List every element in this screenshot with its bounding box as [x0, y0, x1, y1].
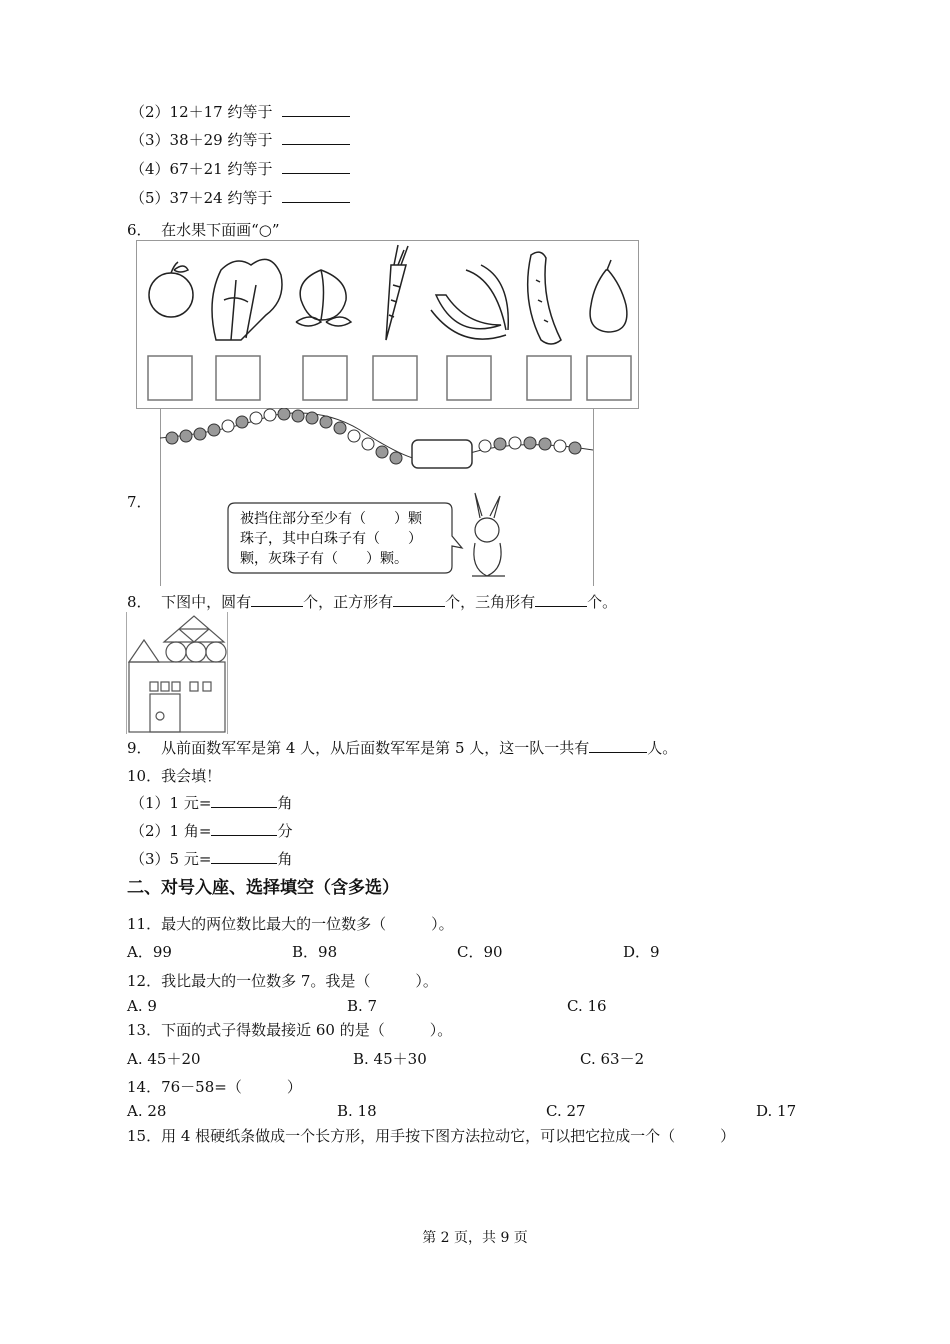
bubble-line-3: 颗，灰珠子有（ ）颗。 — [240, 551, 408, 567]
answer-blank[interactable] — [211, 821, 277, 836]
question-13-stem: 13．下面的式子得数最接近 60 的是（ ）。 — [127, 1021, 453, 1039]
q14-option-c[interactable]: C. 27 — [546, 1102, 586, 1120]
q12-option-b[interactable]: B. 7 — [347, 997, 378, 1015]
q10-item-1: （1）1 元= 角 — [130, 794, 293, 812]
answer-box[interactable] — [148, 356, 192, 400]
question-12-stem: 12．我比最大的一位数多 7。我是（ ）。 — [127, 972, 438, 990]
q5-item-2: （2）12＋17 约等于 — [130, 102, 350, 122]
apple-icon — [149, 262, 193, 317]
question-15-stem: 15．用 4 根硬纸条做成一个长方形，用手按下图方法拉动它，可以把它拉成一个（ ） — [127, 1127, 736, 1145]
q10-item-2: （2）1 角= 分 — [130, 822, 293, 840]
q10-item-3: （3）5 元= 角 — [130, 850, 293, 868]
cabbage-icon — [212, 259, 282, 340]
question-11-stem: 11．最大的两位数比最大的一位数多（ ）。 — [127, 915, 454, 933]
answer-blank[interactable] — [535, 592, 587, 607]
q14-option-b[interactable]: B. 18 — [337, 1102, 377, 1120]
question-7-number: 7． — [127, 493, 152, 511]
question-14-stem: 14．76－58=（ ） — [127, 1078, 302, 1096]
q14-option-d[interactable]: D. 17 — [756, 1102, 797, 1120]
answer-box[interactable] — [303, 356, 347, 400]
answer-blank[interactable] — [282, 102, 350, 117]
answer-blank[interactable] — [282, 130, 350, 145]
cover-box — [412, 440, 472, 468]
answer-box[interactable] — [447, 356, 491, 400]
fruit-vegetable-picture — [136, 240, 640, 410]
rabbit-icon — [472, 493, 505, 576]
answer-box[interactable] — [216, 356, 260, 400]
q11-option-b[interactable]: B．98 — [292, 943, 338, 961]
q13-option-c[interactable]: C. 63－2 — [580, 1050, 645, 1068]
answer-blank[interactable] — [251, 592, 303, 607]
q12-option-a[interactable]: A. 9 — [127, 997, 157, 1015]
q5-item-4: （4）67＋21 约等于 — [130, 159, 350, 179]
answer-blank[interactable] — [211, 849, 277, 864]
question-10-title: 10．我会填！ — [127, 767, 222, 785]
pear-icon — [590, 260, 627, 332]
q5-item-3: （3）38＋29 约等于 — [130, 130, 350, 150]
q11-option-d[interactable]: D．9 — [623, 943, 660, 961]
banana-icon — [431, 265, 508, 339]
cucumber-icon — [528, 252, 561, 344]
q11-option-c[interactable]: C．90 — [457, 943, 503, 961]
answer-blank[interactable] — [282, 159, 350, 174]
q14-option-a[interactable]: A. 28 — [127, 1102, 167, 1120]
question-6: 6． 在水果下面画“○” — [127, 221, 280, 239]
answer-box[interactable] — [527, 356, 571, 400]
answer-blank[interactable] — [589, 738, 647, 753]
q5-item-5: （5）37＋24 约等于 — [130, 188, 350, 208]
answer-blank[interactable] — [393, 592, 445, 607]
q11-option-a[interactable]: A．99 — [127, 943, 172, 961]
answer-blank[interactable] — [211, 793, 277, 808]
answer-blank[interactable] — [282, 188, 350, 203]
bubble-line-2: 珠子，其中白珠子有（ ） — [240, 531, 422, 547]
question-9: 9． 从前面数军军是第 4 人，从后面数军军是第 5 人，这一队一共有 人。 — [127, 739, 678, 757]
carrot-icon — [386, 245, 408, 340]
bead-string-picture — [160, 408, 595, 586]
peach-icon — [296, 270, 351, 326]
shapes-house-picture — [126, 612, 230, 734]
answer-box[interactable] — [373, 356, 417, 400]
q13-option-a[interactable]: A. 45＋20 — [127, 1050, 201, 1068]
bubble-line-1: 被挡住部分至少有（ ）颗 — [240, 511, 422, 527]
page-footer: 第 2 页，共 9 页 — [422, 1230, 528, 1246]
q12-option-c[interactable]: C. 16 — [567, 997, 607, 1015]
question-8: 8． 下图中，圆有 个，正方形有 个，三角形有 个。 — [127, 593, 618, 611]
section-2-title: 二、对号入座、选择填空（含多选） — [127, 878, 399, 898]
q13-option-b[interactable]: B. 45＋30 — [353, 1050, 427, 1068]
answer-box[interactable] — [587, 356, 631, 400]
